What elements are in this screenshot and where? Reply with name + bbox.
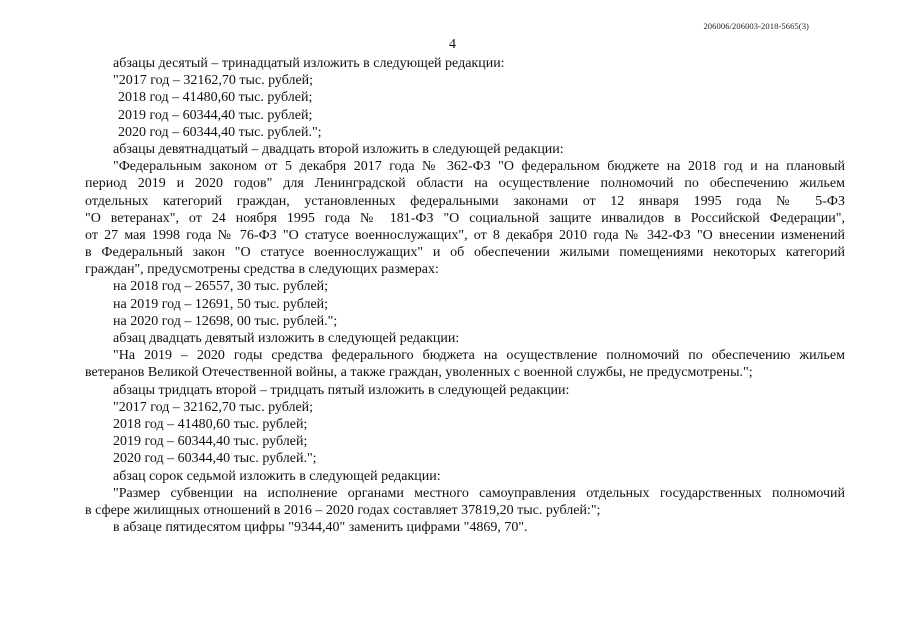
text-line: 2019 год – 60344,40 тыс. рублей; bbox=[113, 434, 308, 450]
text-line: на 2018 год – 26557, 30 тыс. рублей; bbox=[113, 279, 329, 295]
text-line: "Федеральным законом от 5 декабря 2017 года № 362-ФЗ "О федеральном бюджете на 2018 год и на плановый bbox=[113, 159, 845, 175]
text-line: в абзаце пятидесятом цифры "9344,40" заменить цифрами "4869, 70". bbox=[113, 520, 528, 536]
text-line: "2017 год – 32162,70 тыс. рублей; bbox=[113, 399, 314, 415]
text-line: абзац двадцать девятый изложить в следующей редакции: bbox=[113, 331, 460, 346]
text-line: "О ветеранах", от 24 ноября 1995 года № 181-ФЗ "О социальной защите инвалидов в Российской Федерации", bbox=[85, 210, 845, 226]
text-line: на 2020 год – 12698, 00 тыс. рублей."; bbox=[113, 313, 338, 329]
text-line: "2017 год – 32162,70 тыс. рублей; bbox=[113, 73, 314, 89]
text-line: 2018 год – 41480,60 тыс. рублей; bbox=[113, 416, 308, 432]
text-line: 2018 год – 41480,60 тыс. рублей; bbox=[118, 90, 313, 106]
text-line: в сфере жилищных отношений в 2016 – 2020 годах составляет 37819,20 тыс. рублей:"; bbox=[85, 502, 601, 518]
text-line: период 2019 и 2020 годов" для Ленинградской области на осуществление полномочий по обеспечению жильем bbox=[85, 176, 845, 192]
text-line: граждан", предусмотрены средства в следующих размерах: bbox=[85, 262, 439, 278]
text-line: абзацы десятый – тринадцатый изложить в следующей редакции: bbox=[113, 56, 505, 71]
text-line: 2019 год – 60344,40 тыс. рублей; bbox=[118, 107, 313, 123]
document-id: 206006/206003-2018-5665(3) bbox=[703, 21, 809, 31]
text-line: ветеранов Великой Отечественной войны, а также граждан, уволенных с военной службы, не предусмотрены."; bbox=[85, 365, 753, 381]
text-line: 2020 год – 60344,40 тыс. рублей."; bbox=[113, 451, 317, 467]
text-line: абзац сорок седьмой изложить в следующей редакции: bbox=[113, 468, 441, 484]
text-line: отдельных категорий граждан, установленных федеральными законами от 12 января 1995 года № 5-ФЗ bbox=[85, 193, 845, 209]
text-line: абзацы тридцать второй – тридцать пятый изложить в следующей редакции: bbox=[113, 382, 570, 398]
page-number: 4 bbox=[449, 37, 456, 52]
text-line: от 27 мая 1998 года № 76-ФЗ "О статусе военнослужащих", от 8 декабря 2010 года № 342-ФЗ "О внесении изменений bbox=[85, 227, 845, 243]
document-body bbox=[85, 55, 845, 536]
text-line: на 2019 год – 12691, 50 тыс. рублей; bbox=[113, 296, 329, 312]
text-line: "Размер субвенции на исполнение органами местного самоуправления отдельных государственных полномочий bbox=[113, 485, 845, 501]
text-line: 2020 год – 60344,40 тыс. рублей."; bbox=[118, 124, 322, 140]
text-line: абзацы девятнадцатый – двадцать второй изложить в следующей редакции: bbox=[113, 141, 564, 157]
text-line: в Федеральный закон "О статусе военнослужащих" и об обеспечении жилыми помещениями некоторых категорий bbox=[85, 245, 845, 261]
text-line: "На 2019 – 2020 годы средства федерального бюджета на осуществление полномочий по обеспечению жильем bbox=[113, 348, 845, 364]
